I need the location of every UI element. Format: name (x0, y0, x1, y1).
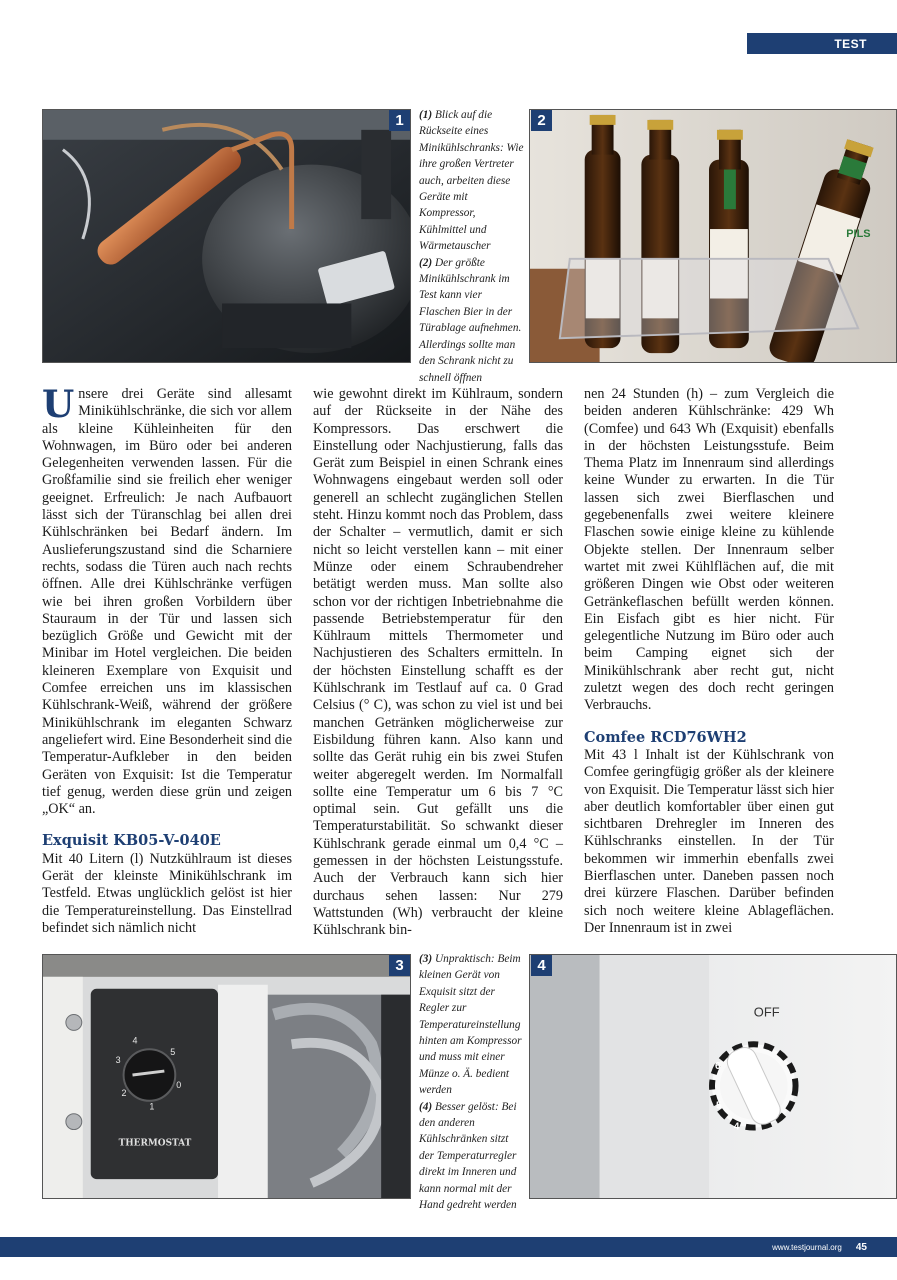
svg-text:6: 6 (714, 1061, 721, 1073)
footer-bar (0, 1237, 897, 1257)
svg-text:1: 1 (149, 1101, 155, 1112)
svg-text:0: 0 (176, 1079, 182, 1090)
bottom-caption (419, 951, 525, 1214)
caption-text-3: Unpraktisch: Beim kleinen Gerät von Exquisit sitzt der Regler zur Temperatureinstellung hinten am Kompressor und muss mit einer Münze o. Ä. bedient werden (419, 953, 522, 1097)
photo-number-3: 3 (389, 955, 410, 976)
dial-off-label: OFF (753, 1004, 780, 1020)
caption-number-4: (4) (419, 1100, 433, 1113)
beer-label-text: PILS (846, 228, 871, 240)
article-column-3 (584, 386, 834, 937)
thermostat-label: THERMOSTAT (118, 1138, 192, 1149)
column-2-paragraph: wie gewohnt direkt im Kühlraum, sondern auf der Rückseite in der Nähe des Kompressors. Das erschwert die Einstellung oder Nachjustierung, falls das Gerät zum Beispiel in einen Schrank eines Wohnwagens eingebaut werden soll oder generell an schlecht zugänglichen Stellen steht. Hinzu kommt noch das Problem, dass der Schalter – vermutlich, damit er sich nicht so leicht verstellen kann – mit einer Münze oder einem Schraubendreher betätigt werden muss. Man sollte also schon vor der richtigen Inbetriebnahme die passende Betriebstemperatur für den Kühlraum mittels Thermometer und Nachjustieren des Schalters ermitteln. In der höchsten Einstellung schafft es der Kühlschrank im Testlauf auf ca. 0 Grad Celsius (° C), was schon zu viel ist und bei manchen Getränken möglicherweise zur Eisbildung führen kann. Also kann und sollte das Gerät ruhig ein bis zwei Stufen weiter abgeregelt werden. Im Normalfall sollte eine Temperatur um 6 bis 7 °C optimal sein. Gut gefällt uns die Temperaturstabilität. So schwankt dieser Kühlschrank gerade einmal um 0,4 °C – gemessen in der höchsten Leistungsstufe. Auch der Verbrauch kann sich hier durchaus sehen lassen: Nur 279 Wattstunden (Wh) verbraucht der kleine Kühlschrank bin- (313, 386, 563, 939)
photo-compressor (42, 109, 411, 363)
photo-interior-dial (529, 954, 897, 1199)
comfee-paragraph: Mit 43 l Inhalt ist der Kühlschrank von Comfee geringfügig größer als der kleinere von Exquisit. Die Temperatur lässt sich hier aber deutlich komfortabler über einen gut sichtbaren Drehregler im Inneren des Kühlschranks einstellen. In der Tür bekommen wir immerhin ebenfalls zwei Bierflaschen unter. Daneben passen noch drei kürzere Flaschen. Darüber befinden sich noch weitere kleine Ablageflächen. Der Innenraum ist in zwei (584, 746, 834, 936)
compressor-illustration (43, 110, 410, 362)
column-3-paragraph: nen 24 Stunden (h) – zum Vergleich die beiden anderen Kühlschränke: 429 Wh (Comfee) und 643 Wh (Exquisit) ebenfalls in der höchsten Leistungsstufe. Beim Thema Platz im Innenraum sind allerdings keine Wunder zu erwarten. In die Tür lassen sich zwei Bierflaschen und gegebenenfalls zwei weitere kleinere Flaschen sowie einige kleine zu kühlende Objekte stellen. Der Innenraum selber wartet mit zwei Kühlflächen auf, die mit größeren Dingen wie Obst oder weiteren Getränkeflaschen befüllt werden können. Ein Eisfach gibt es hier nicht. Für gelegentliche Nutzung im Büro oder auch beim Camping eignet sich der Minikühlschrank aber recht gut, nicht zuletzt wegen des doch recht geringen Verbrauchs. (584, 386, 834, 714)
svg-text:4: 4 (733, 1121, 740, 1133)
footer-url[interactable]: www.testjournal.org (772, 1242, 842, 1252)
section-label: TEST (747, 33, 897, 54)
interior-dial-illustration (530, 955, 896, 1198)
photo-thermostat (42, 954, 411, 1199)
caption-text-2: Der größte Minikühlschrank im Test kann vier Flaschen Bier in der Türablage aufnehmen. Allerdings sollte man den Schrank nicht zu schnell öffnen (419, 256, 522, 384)
subheading-comfee: Comfee RCD76WH2 (584, 728, 747, 746)
caption-number-3: (3) (419, 953, 433, 965)
thermostat-illustration (43, 955, 410, 1198)
caption-text-4: Besser gelöst: Bei den anderen Kühlschränken sitzt der Temperaturregler direkt im Inneren und kann normal mit der Hand gedreht werden (419, 1100, 517, 1212)
svg-text:5: 5 (715, 1100, 722, 1112)
intro-paragraph (42, 382, 292, 818)
caption-number-2: (2) (419, 256, 433, 269)
photo-beer-bottles (529, 109, 897, 363)
top-caption (419, 107, 525, 386)
drop-cap: U (42, 382, 75, 426)
beer-bottles-illustration (530, 110, 896, 362)
subheading-exquisit: Exquisit KB05-V-040E (42, 832, 221, 850)
page-number: 45 (855, 1241, 867, 1253)
caption-text-1: Blick auf die Rückseite eines Minikühlschranks: Wie ihre großen Vertreter auch, arbeiten diese Geräte mit Kompressor, Kühlmittel und Wärmetauscher (419, 109, 524, 253)
article-column-2 (313, 386, 563, 940)
caption-number-1: (1) (419, 109, 433, 121)
photo-number-4: 4 (531, 955, 552, 976)
photo-number-1: 1 (389, 110, 410, 131)
svg-text:5: 5 (170, 1047, 176, 1058)
photo-number-2: 2 (531, 110, 552, 131)
article-column-1 (42, 382, 292, 937)
intro-text: nsere drei Geräte sind allesamt Minikühlschränke, die sich vor allem als kleine Kühleinheiten für den Wohnwagen, im Büro oder bei anderen Gelegenheiten verwenden lassen. Für die Großfamilie sind sie freilich eher weniger geeignet. Erfreulich: Je nach Aufbauort lässt sich der Türanschlag bei allen drei Kühlschränken bei Bedarf ändern. Im Auslieferungszustand sind die Scharniere rechts, sodass die Türen auch nach rechts öffnen. Alle drei Kühlschränke verfügen wie bei ihren großen Vorbildern über Stauraum in der Tür und lassen sich bezüglich Größe und Gewicht mit der Minibar im Hotel vergleichen. Die beiden kleineren Exemplare von Exquisit und Comfee erreichen uns im klassischen Kühlschrank-Weiß, während der größere Minikühlschrank im eleganten Schwarz angeliefert wird. Eine Besonderheit sind die Temperatur-Aufkleber in den beiden Geräten von Exquisit: Ist die Temperatur tief genug, werden diese grün und zeigen „OK“ an. (42, 386, 292, 818)
exquisit-paragraph: Mit 40 Litern (l) Nutzkühlraum ist dieses Gerät der kleinste Minikühlschrank im Testfeld. Etwas unglücklich gelöst ist hier die Temperatureinstellung. Das Einstellrad befindet sich nämlich nicht (42, 850, 292, 936)
svg-text:2: 2 (121, 1087, 127, 1098)
svg-text:3: 3 (115, 1055, 121, 1066)
svg-text:4: 4 (132, 1035, 138, 1046)
